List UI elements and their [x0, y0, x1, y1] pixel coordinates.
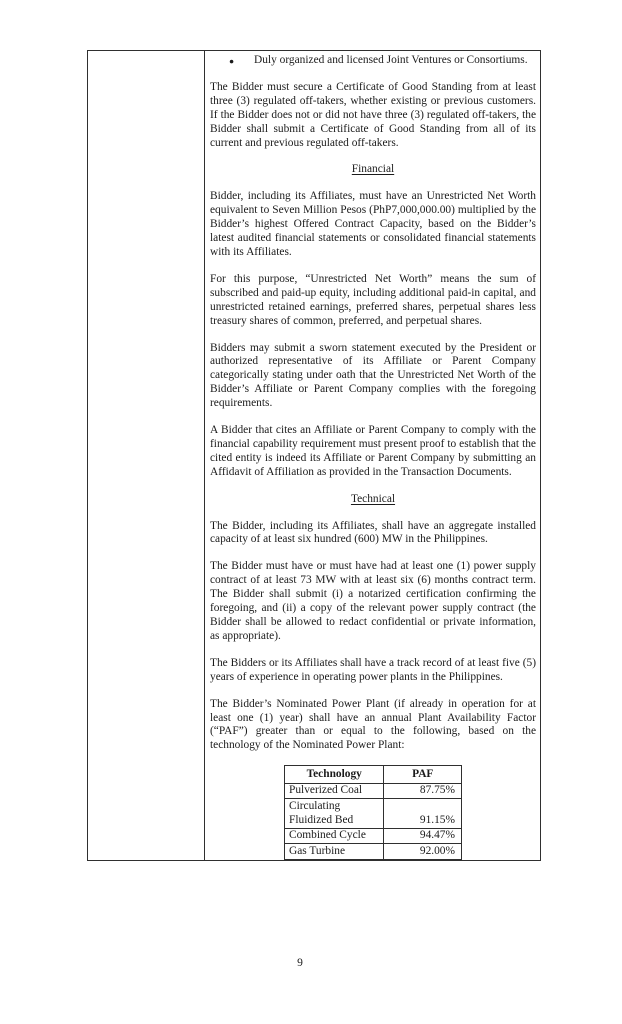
- para-good-standing: The Bidder must secure a Certificate of Good Standing from at least three (3) regulated off-takers, whether existing or previous customers. If the Bidder does not or did not have three (3) regulated off-takers, the Bidder shall submit a Certificate of Good Standing from all of its current and previous regulated off-takers.: [210, 80, 536, 149]
- paf-table: [284, 765, 462, 860]
- table-right-column: [205, 51, 540, 860]
- paf-table-header-row: [285, 766, 462, 784]
- bullet-icon: ●: [229, 55, 235, 66]
- bullet-list-item: [210, 54, 536, 68]
- para-track-record: The Bidders or its Affiliates shall have a track record of at least five (5) years of experience in operating power plants in the Philippines.: [210, 656, 536, 683]
- page-number: 9: [297, 957, 303, 969]
- paf-table-header-technology: Technology: [285, 766, 384, 784]
- table-left-column: [88, 51, 205, 860]
- bullet-text: Duly organized and licensed Joint Ventures or Consortiums.: [254, 54, 528, 66]
- para-sworn-statement: Bidders may submit a sworn statement executed by the President or authorized representative of its Affiliate or Parent Company categorically stating under oath that the Unrestricted Net Worth of the Bidder’s Affiliate or Parent Company complies with the foregoing requirements.: [210, 341, 536, 410]
- paf-table-header-paf: PAF: [384, 766, 462, 784]
- cell-technology: Circulating Fluidized Bed: [285, 799, 384, 828]
- cell-technology: Pulverized Coal: [285, 783, 384, 799]
- cell-technology: Gas Turbine: [285, 844, 384, 860]
- cell-paf: 92.00%: [384, 844, 462, 860]
- cell-paf: 87.75%: [384, 783, 462, 799]
- table-row-pulverized-coal: [285, 783, 462, 799]
- para-supply-contract: The Bidder must have or must have had at least one (1) power supply contract of at least 73 MW with at least six (6) months contract term. The Bidder shall submit (i) a notarized certification confirming the foregoing, and (ii) a copy of the relevant power supply contract (the Bidder shall be allowed to redact confidential or private information, as appropriate).: [210, 560, 536, 642]
- para-unrestricted-definition: For this purpose, “Unrestricted Net Worth” means the sum of subscribed and paid-up equity, including additional paid-in capital, and unrestricted retained earnings, preferred shares, perpetual shares less treasury shares of common, preferred, and perpetual shares.: [210, 272, 536, 327]
- requirements-table: [87, 50, 541, 861]
- para-paf-intro: The Bidder’s Nominated Power Plant (if already in operation for at least one (1) year) shall have an annual Plant Availability Factor (“PAF”) greater than or equal to the following, based on the technology of the Nominated Power Plant:: [210, 697, 536, 752]
- heading-financial: Financial: [351, 163, 395, 176]
- table-row-combined-cycle: [285, 828, 462, 844]
- table-row-circulating-fluidized-bed: [285, 799, 462, 828]
- table-row-gas-turbine: [285, 844, 462, 860]
- cell-paf: 94.47%: [384, 828, 462, 844]
- para-affidavit: A Bidder that cites an Affiliate or Parent Company to comply with the financial capability requirement must present proof to establish that the cited entity is indeed its Affiliate or Parent Company by submitting an Affidavit of Affiliation as provided in the Transaction Documents.: [210, 424, 536, 478]
- cell-paf: 91.15%: [384, 799, 462, 828]
- cell-technology: Combined Cycle: [285, 828, 384, 844]
- para-aggregate-capacity: The Bidder, including its Affiliates, shall have an aggregate installed capacity of at least six hundred (600) MW in the Philippines.: [210, 519, 536, 546]
- para-net-worth: Bidder, including its Affiliates, must have an Unrestricted Net Worth equivalent to Seven Million Pesos (PhP7,000,000.00) multiplied by the Bidder’s highest Offered Contract Capacity, based on the Bidder’s latest audited financial statements or consolidated financial statements with its Affiliates.: [210, 190, 536, 258]
- heading-technical: Technical: [350, 492, 396, 505]
